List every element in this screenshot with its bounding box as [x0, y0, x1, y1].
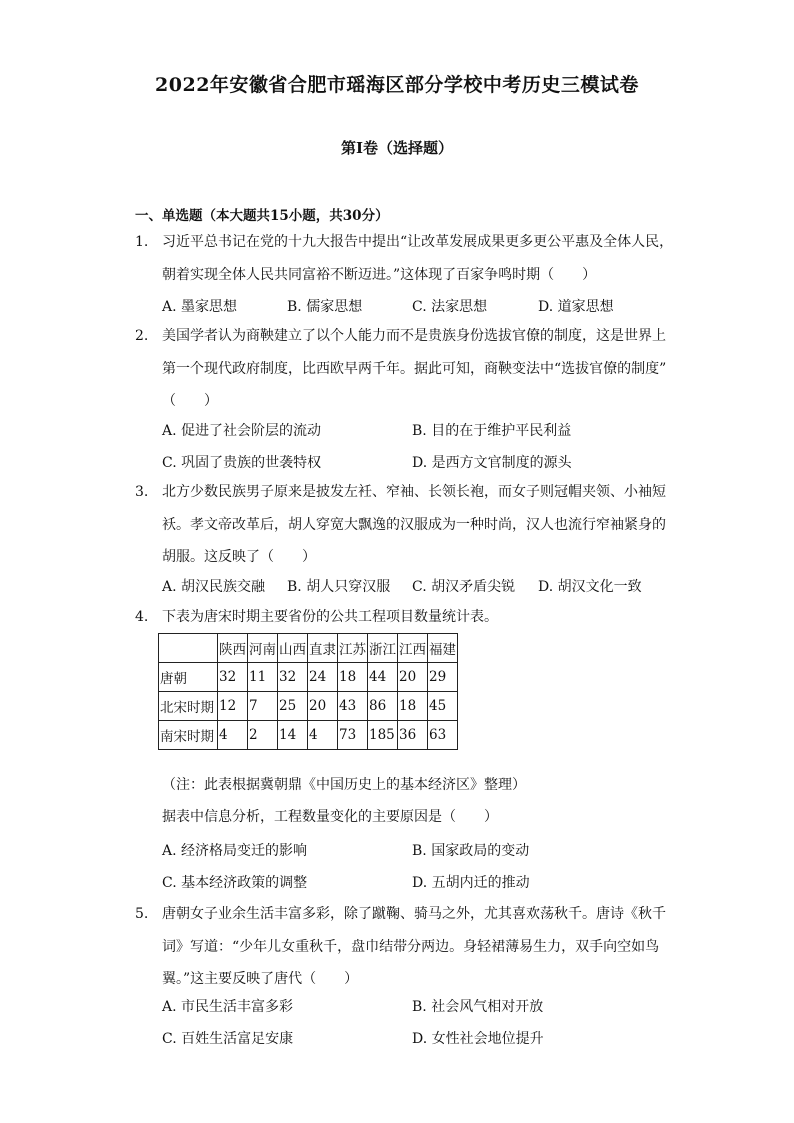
table-header-cell: 陕西 [218, 634, 248, 663]
table-header-row [159, 634, 458, 663]
option-a[interactable]: A. 胡汉民族交融 [162, 579, 266, 595]
table-cell: 185 [368, 721, 398, 750]
option-a[interactable]: A. 市民生活丰富多彩 [162, 999, 294, 1015]
question-line: （ ） [162, 393, 218, 409]
option-a[interactable]: A. 经济格局变迁的影响 [162, 843, 308, 859]
table-header-cell: 直隶 [308, 634, 338, 663]
table-cell: 北宋时期 [159, 692, 218, 721]
question-4 [135, 601, 695, 634]
question-line: 下表为唐宋时期主要省份的公共工程项目数量统计表。 [162, 609, 498, 625]
option-c[interactable]: C. 法家思想 [412, 299, 488, 315]
table-cell: 18 [338, 663, 368, 692]
table-cell: 20 [398, 663, 428, 692]
table-cell: 86 [368, 692, 398, 721]
option-c[interactable]: C. 基本经济政策的调整 [162, 875, 308, 891]
exam-title: 2022年安徽省合肥市瑶海区部分学校中考历史三模试卷 [155, 74, 639, 96]
option-d[interactable]: D. 五胡内迁的推动 [412, 875, 530, 891]
table-cell: 44 [368, 663, 398, 692]
table-cell: 36 [398, 721, 428, 750]
table-note: （注：此表根据冀朝鼎《中国历史上的基本经济区》整理） [162, 777, 526, 793]
table-header-cell: 江苏 [338, 634, 368, 663]
option-a[interactable]: A. 墨家思想 [162, 299, 238, 315]
question-number: 5. [135, 906, 149, 922]
table-cell: 25 [278, 692, 308, 721]
table-header-cell: 山西 [278, 634, 308, 663]
table-header-cell: 福建 [428, 634, 458, 663]
table-cell: 20 [308, 692, 338, 721]
table-cell: 29 [428, 663, 458, 692]
question-line: 翼。”这主要反映了唐代（ ） [162, 971, 359, 987]
option-b[interactable]: B. 儒家思想 [287, 299, 363, 315]
question-2 [135, 320, 695, 418]
table-header-cell [159, 634, 218, 663]
table-cell: 63 [428, 721, 458, 750]
table-cell: 32 [278, 663, 308, 692]
question-line: 美国学者认为商鞅建立了以个人能力而不是贵族身份选拔官僚的制度，这是世界上 [162, 328, 666, 344]
table-cell: 11 [248, 663, 278, 692]
table-cell: 14 [278, 721, 308, 750]
table-cell: 43 [338, 692, 368, 721]
table-cell: 12 [218, 692, 248, 721]
option-b[interactable]: B. 胡人只穿汉服 [287, 579, 391, 595]
option-b[interactable]: B. 社会风气相对开放 [412, 999, 544, 1015]
table-cell: 南宋时期 [159, 721, 218, 750]
option-d[interactable]: D. 道家思想 [538, 299, 614, 315]
question-5 [135, 898, 695, 996]
table-cell: 73 [338, 721, 368, 750]
question-line: 词》写道：“少年儿女重秋千，盘巾结带分两边。身轻裙薄易生力，双手向空如鸟 [162, 938, 660, 955]
table-cell: 4 [308, 721, 338, 750]
option-c[interactable]: C. 巩固了贵族的世袭特权 [162, 455, 322, 471]
table-cell: 4 [218, 721, 248, 750]
table-header-cell: 河南 [248, 634, 278, 663]
question-number: 4. [135, 609, 149, 625]
option-c[interactable]: C. 百姓生活富足安康 [162, 1031, 294, 1047]
question-line: 第一个现代政府制度，比西欧早两千年。据此可知，商鞅变法中“选拔官僚的制度” [162, 360, 667, 377]
question-prompt: 据表中信息分析，工程数量变化的主要原因是（ ） [162, 809, 498, 825]
table-row [159, 692, 458, 721]
option-b[interactable]: B. 目的在于维护平民利益 [412, 423, 572, 439]
question-line: 胡服。这反映了（ ） [162, 549, 316, 565]
question-1 [135, 226, 695, 291]
table-cell: 7 [248, 692, 278, 721]
option-c[interactable]: C. 胡汉矛盾尖锐 [412, 579, 516, 595]
table-cell: 唐朝 [159, 663, 218, 692]
table-row [159, 663, 458, 692]
question-3 [135, 476, 695, 574]
option-d[interactable]: D. 是西方文官制度的源头 [412, 455, 572, 471]
question-line: 唐朝女子业余生活丰富多彩，除了蹴鞠、骑马之外，尤其喜欢荡秋千。唐诗《秋千 [162, 906, 666, 922]
question-line: 袄。孝文帝改革后，胡人穿宽大飘逸的汉服成为一种时尚，汉人也流行窄袖紧身的 [162, 516, 666, 533]
section-heading: 一、单选题（本大题共15小题，共30分） [135, 208, 389, 224]
question-number: 3. [135, 484, 149, 500]
option-d[interactable]: D. 胡汉文化一致 [538, 579, 642, 595]
table-cell: 32 [218, 663, 248, 692]
option-a[interactable]: A. 促进了社会阶层的流动 [162, 423, 322, 439]
question-number: 1. [135, 234, 149, 250]
table-cell: 18 [398, 692, 428, 721]
table-row [159, 721, 458, 750]
table-header-cell: 江西 [398, 634, 428, 663]
table-header-cell: 浙江 [368, 634, 398, 663]
part-heading: 第I卷（选择题） [340, 139, 454, 157]
option-b[interactable]: B. 国家政局的变动 [412, 843, 530, 859]
table-cell: 24 [308, 663, 338, 692]
statistics-table [158, 633, 458, 750]
option-d[interactable]: D. 女性社会地位提升 [412, 1031, 544, 1047]
table-cell: 2 [248, 721, 278, 750]
question-line: 朝着实现全体人民共同富裕不断迈进。”这体现了百家争鸣时期（ ） [162, 266, 597, 283]
table-cell: 45 [428, 692, 458, 721]
question-line: 北方少数民族男子原来是披发左衽、窄袖、长领长袍，而女子则冠帽夹领、小袖短 [162, 484, 666, 500]
question-line: 习近平总书记在党的十九大报告中提出“让改革发展成果更多更公平惠及全体人民， [162, 234, 674, 250]
question-number: 2. [135, 328, 149, 344]
